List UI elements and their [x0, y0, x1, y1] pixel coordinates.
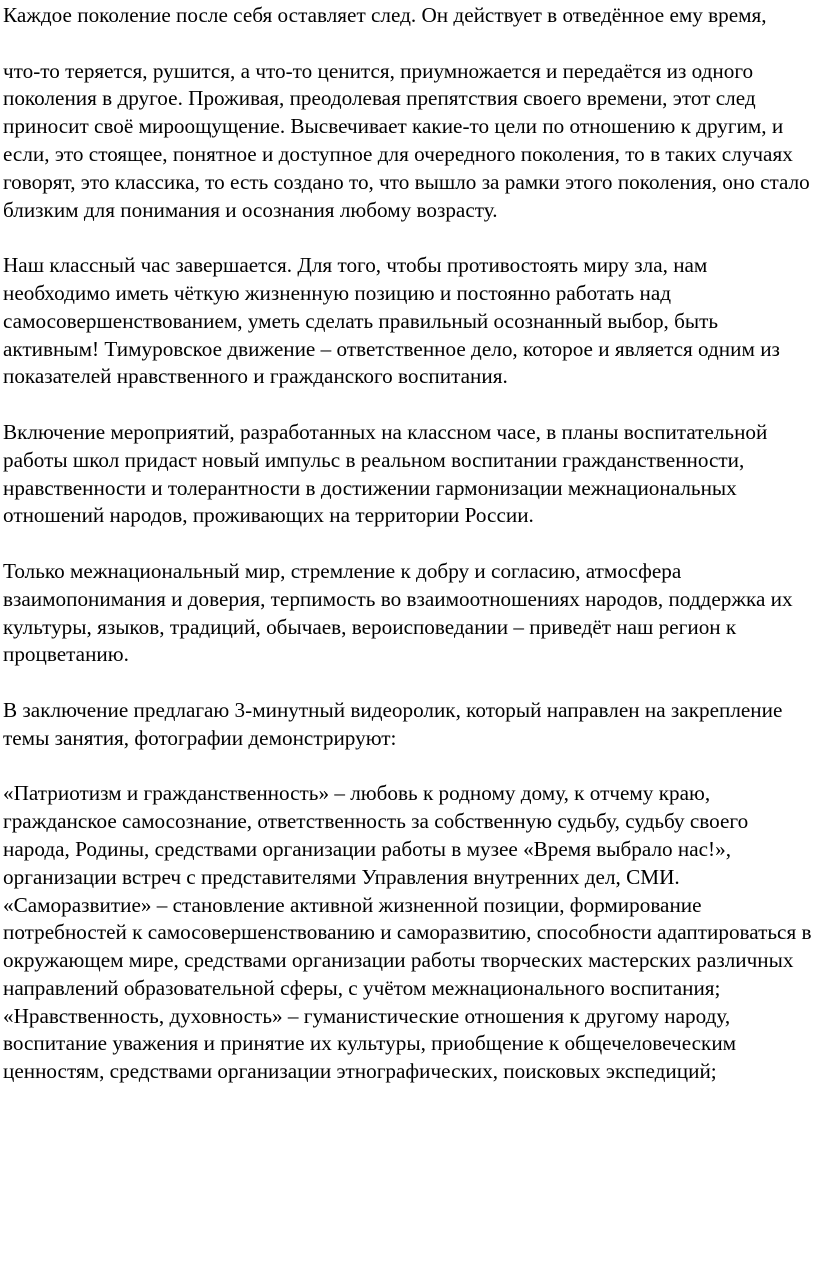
- paragraph-spacer: [3, 224, 816, 252]
- paragraph-spacer: [3, 30, 816, 58]
- paragraph-2: что-то теряется, рушится, а что-то ценится, приумножается и передаётся из одного поколения в другое. Проживая, преодолевая препятствия своего времени, этот след приносит своё мироощущение. Высвечивает какие-то цели по отношению к другим, и если, это стоящее, понятное и доступное для очередного поколения, то в таких случаях говорят, это классика, то есть создано то, что вышло за рамки этого поколения, оно стало близким для понимания и осознания любому возрасту.: [3, 58, 810, 222]
- paragraph-spacer: [3, 530, 816, 558]
- paragraph-spacer: [3, 669, 816, 697]
- paragraph-1: Каждое поколение после себя оставляет след. Он действует в отведённое ему время,: [3, 3, 767, 27]
- paragraph-8: «Саморазвитие» – становление активной жизненной позиции, формирование потребностей к самосовершенствованию и саморазвитию, способности адаптироваться в окружающем мире, средствами организации работы творческих мастерских различных направлений образовательной сферы, с учётом межнационального воспитания;: [3, 892, 812, 1000]
- paragraph-spacer: [3, 753, 816, 781]
- paragraph-spacer: [3, 391, 816, 419]
- paragraph-4: Включение мероприятий, разработанных на классном часе, в планы воспитательной работы школ придаст новый импульс в реальном воспитании гражданственности, нравственности и толерантности в достижении гармонизации межнациональных отношений народов, проживающих на территории России.: [3, 419, 768, 528]
- paragraph-7: «Патриотизм и гражданственность» – любовь к родному дому, к отчему краю, гражданское самосознание, ответственность за собственную судьбу, судьбу своего народа, Родины, средствами организации работы в музее «Время выбрало нас!», организации встреч с представителями Управления внутренних дел, СМИ.: [3, 781, 749, 889]
- paragraph-6: В заключение предлагаю 3-минутный видеоролик, который направлен на закрепление темы занятия, фотографии демонстрируют:: [3, 697, 783, 750]
- paragraph-3: Наш классный час завершается. Для того, чтобы противостоять миру зла, нам необходимо иметь чёткую жизненную позицию и постоянно работать над самосовершенствованием, уметь сделать правильный осознанный выбор, быть активным! Тимуровское движение – ответственное дело, которое и является одним из показателей нравственного и гражданского воспитания.: [3, 253, 780, 389]
- paragraph-5: Только межнациональный мир, стремление к добру и согласию, атмосфера взаимопонимания и доверия, терпимость во взаимоотношениях народов, поддержка их культуры, языков, традиций, обычаев, вероисповедании – приведёт наш регион к процветанию.: [3, 558, 793, 667]
- paragraph-9: «Нравственность, духовность» – гуманистические отношения к другому народу, воспитание уважения и принятие их культуры, приобщение к общечеловеческим ценностям, средствами организации этнографических, поисковых экспедиций;: [3, 1003, 737, 1084]
